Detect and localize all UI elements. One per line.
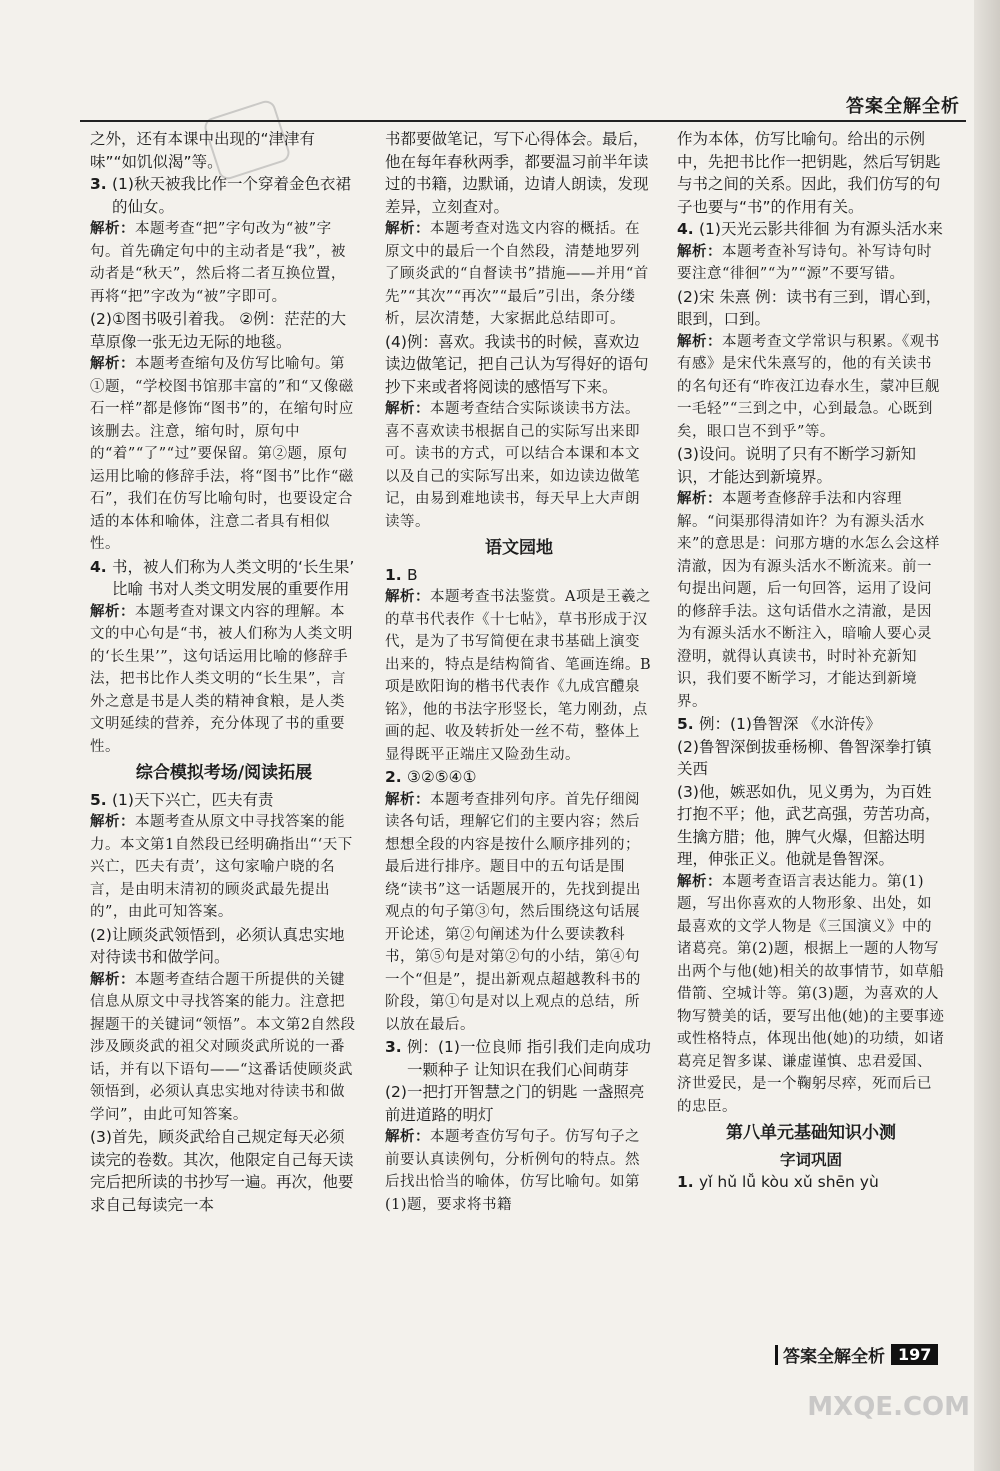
column-right: [677, 128, 945, 1194]
analysis-label: 解析：: [90, 971, 135, 988]
footer-label: 答案全解全析: [783, 1347, 885, 1367]
answer-paragraph: 书都要做笔记，写下心得体会。最后，他在每年春秋两季，都要温习前半年读过的书籍，边默诵，边请人朗读，发现差异，立刻查对。: [385, 130, 649, 216]
question-item: [385, 1036, 653, 1081]
analysis-label: 解析：: [90, 814, 135, 830]
analysis-text: 本题考查仿写句子。仿写句子之前要认真读例句，分析例句的特点。然后找出恰当的喻体，仿写比喻句。如第(1)题，要求将书籍: [385, 1129, 640, 1213]
question-item: [90, 173, 358, 218]
column-left: [90, 128, 358, 1216]
section-heading: 语文园地: [485, 538, 553, 558]
question-number: 4.: [90, 557, 107, 576]
question-answer: B: [407, 565, 418, 584]
question-answer: 书，被人们称为人类文明的‘长生果’ 比喻 书对人类文明发展的重要作用: [112, 557, 355, 598]
answer-paragraph: 之外，还有本课中出现的“津津有味”“如饥似渴”等。: [90, 130, 316, 171]
question-item: [677, 713, 945, 736]
question-item: [90, 789, 358, 812]
question-number: 5.: [90, 790, 107, 809]
analysis-text: 本题考查补写诗句。补写诗句时要注意“徘徊”“为”“源”不要写错。: [677, 243, 932, 282]
analysis-label: 解析：: [385, 791, 430, 808]
answer-paragraph: (3)首先，顾炎武给自己规定每天必须读完的卷数。其次，他限定自己每天读完后把所读的书抄写一遍。再次，他要求自己每读完一本: [90, 1128, 354, 1214]
analysis-paragraph: [385, 789, 653, 1037]
page-header: 答案全解全析: [846, 96, 960, 117]
analysis-text: 本题考查“把”字句改为“被”字句。首先确定句中的主动者是“我”，被动者是“秋天”，然后将二者互换位置，再将“把”字改为“被”字即可。: [90, 221, 346, 305]
section-heading: 综合模拟考场/阅读拓展: [135, 763, 313, 783]
section-heading: 第八单元基础知识小测: [726, 1123, 896, 1143]
analysis-label: 解析：: [677, 491, 722, 507]
analysis-paragraph: [677, 871, 945, 1119]
question-item: [90, 556, 358, 601]
question-item: [385, 766, 653, 789]
question-answer: ③②⑤④①: [407, 768, 477, 786]
analysis-text: 本题考查对课文内容的理解。本文的中心句是“书，被人们称为人类文明的‘长生果’”，这句话运用比喻的修辞手法，把书比作人类文明的“长生果”，言外之意是书是人类的精神食粮，是人类文明延续的营养，充分体现了书的重要性。: [90, 603, 353, 755]
question-number: 3.: [385, 1038, 402, 1056]
analysis-text: 本题考查缩句及仿写比喻句。第①题，“学校图书馆那丰富的”和“又像磁石一样”都是修饰“图书”的，在缩句时应该删去。注意，缩句时，原句中的“着”“了”“过”要保留。第②题，原句运用比喻的修辞手法，将“图书”比作“磁石”，我们在仿写比喻句时，也要设定合适的本体和喻体，注意二者具有相似性。: [90, 356, 354, 552]
question-answer: 例：(1)一位良师 指引我们走向成功 一颗种子 让知识在我们心间萌芽: [407, 1038, 651, 1079]
analysis-paragraph: [385, 586, 653, 766]
answer-paragraph: 作为本体，仿写比喻句。给出的示例中，先把书比作一把钥匙，然后写钥匙与书之间的关系。因此，我们仿写的句子也要与“书”的作用有关。: [677, 130, 941, 216]
answer-paragraph: (3)他，嫉恶如仇，见义勇为，为百姓打抱不平；他，武艺高强，劳苦功高，生擒方腊；他，脾气火爆，但豁达明理，伸张正义。他就是鲁智深。: [677, 782, 941, 868]
analysis-paragraph: [677, 241, 945, 286]
question-answer: 例：(1)鲁智深 《水浒传》: [699, 715, 881, 733]
analysis-label: 解析：: [90, 356, 135, 372]
answer-paragraph: (2)宋 朱熹 例：读书有三到，谓心到，眼到，口到。: [677, 287, 942, 328]
answer-paragraph: (4)例：喜欢。我读书的时候，喜欢边读边做笔记，把自己认为写得好的语句抄下来或者将阅读的感悟写下来。: [385, 332, 649, 396]
analysis-paragraph: [385, 1126, 653, 1216]
analysis-paragraph: [90, 811, 358, 924]
question-number: 2.: [385, 768, 402, 786]
analysis-text: 本题考查书法鉴赏。A项是王羲之的草书代表作《十七帖》，草书形成于汉代，是为了书写简便在隶书基础上演变出来的，特点是结构简省、笔画连绵。B项是欧阳询的楷书代表作《九成宫醴泉铭》，他的书法字形竖长，笔力刚劲，点画的起、收及转折处一丝不苟，整体上显得既平正端庄又险劲生动。: [385, 589, 652, 763]
analysis-text: 本题考查从原文中寻找答案的能力。本文第1自然段已经明确指出“‘天下兴亡，匹夫有责’，这句家喻户晓的名言，是由明末清初的顾炎武最先提出的”，由此可知答案。: [90, 814, 353, 920]
subsection-heading: 字词巩固: [779, 1150, 842, 1169]
question-number: 5.: [677, 715, 694, 733]
watermark: MXQE.COM: [807, 1392, 970, 1422]
answer-paragraph: (3)设问。说明了只有不断学习新知识，才能达到新境界。: [677, 445, 916, 486]
analysis-paragraph: [90, 218, 358, 308]
question-item: [677, 1171, 945, 1194]
header-rule: [80, 120, 966, 122]
analysis-paragraph: [90, 969, 358, 1127]
analysis-paragraph: [677, 331, 945, 444]
answer-paragraph: (2)①图书吸引着我。 ②例：茫茫的大草原像一张无边无际的地毯。: [90, 310, 347, 351]
analysis-text: 本题考查结合题干所提供的关键信息从原文中寻找答案的能力。注意把握题干的关键词“领悟”。本文第2自然段涉及顾炎武的祖父对顾炎武所说的一番话，并有以下语句——“这番话使顾炎武领悟到，必须认真忠实地对待读书和做学问”，由此可知答案。: [90, 971, 356, 1123]
analysis-label: 解析：: [90, 221, 135, 237]
question-answer: (1)天光云影共徘徊 为有源头活水来: [699, 220, 943, 238]
question-answer: yǐ hǔ lǚ kòu xǔ shēn yù: [699, 1173, 879, 1191]
analysis-paragraph: [677, 488, 945, 713]
analysis-label: 解析：: [385, 589, 430, 605]
analysis-label: 解析：: [90, 603, 135, 620]
page-edge: [974, 0, 1000, 1471]
question-number: 1.: [385, 565, 402, 584]
analysis-label: 解析：: [385, 1129, 430, 1145]
analysis-label: 解析：: [677, 243, 722, 260]
question-number: 3.: [90, 175, 107, 193]
analysis-label: 解析：: [385, 221, 430, 237]
question-answer: (1)天下兴亡，匹夫有责: [112, 790, 274, 809]
analysis-text: 本题考查对选文内容的概括。在原文中的最后一个自然段，清楚地罗列了顾炎武的“自督读书”措施——并用“首先”“其次”“再次”“最后”引出，条分缕析，层次清楚，大家据此总结即可。: [385, 221, 649, 327]
question-answer: (1)秋天被我比作一个穿着金色衣裙的仙女。: [112, 175, 351, 216]
answer-paragraph: (2)让顾炎武领悟到，必须认真忠实地对待读书和做学问。: [90, 925, 345, 966]
analysis-text: 本题考查文学常识与积累。《观书有感》是宋代朱熹写的，他的有关读书的名句还有“昨夜江边春水生，蒙冲巨舰一毛轻”“三到之中，心到最急。心既到矣，眼口岂不到乎”等。: [677, 333, 940, 440]
analysis-paragraph: [90, 353, 358, 556]
page-number: 197: [891, 1344, 938, 1365]
analysis-paragraph: [90, 601, 358, 759]
question-number: 4.: [677, 220, 694, 238]
analysis-text: 本题考查修辞手法和内容理解。“问渠那得清如许？为有源头活水来”的意思是：问那方塘的水怎么会这样清澈，因为有源头活水不断流来。前一句提出问题，后一句回答，运用了设问的修辞手法。这句话借水之清澈，是因为有源头活水不断注入，暗喻人要心灵澄明，就得认真读书，时时补充新知识，我们要不断学习，才能达到新境界。: [677, 491, 940, 710]
analysis-paragraph: [385, 398, 653, 533]
question-number: 1.: [677, 1173, 694, 1191]
analysis-text: 本题考查语言表达能力。第(1)题，写出你喜欢的人物形象、出处，如最喜欢的文学人物是《三国演义》中的诸葛亮。第(2)题，根据上一题的人物写出两个与他(她)相关的故事情节，如草船借箭、空城计等。第(3)题，为喜欢的人物写赞美的话，要写出他(她)的主要事迹或性格特点，体现出他(她)的功绩，如诸葛亮足智多谋、谦虚谨慎、忠君爱国、济世爱民，是一个鞠躬尽瘁，死而后已的忠臣。: [677, 873, 945, 1115]
analysis-paragraph: [385, 218, 653, 331]
question-item: [385, 564, 653, 587]
analysis-text: 本题考查排列句序。首先仔细阅读各句话，理解它们的主要内容；然后想想全段的内容是按什么顺序排列的；最后进行排序。题目中的五句话是围绕“读书”这一话题展开的，先找到提出观点的句子第③句，然后围绕这句话展开论述，第②句阐述为什么要读教科书，第⑤句是对第②句的小结，第④句一个“但是”，提出新观点超越教科书的阶段，第①句是对以上观点的总结，所以放在最后。: [385, 791, 641, 1033]
column-middle: [385, 128, 653, 1216]
answer-paragraph: (2)鲁智深倒拔垂杨柳、鲁智深拳打镇关西: [677, 737, 932, 778]
analysis-label: 解析：: [677, 333, 722, 350]
question-item: [677, 218, 945, 241]
page-footer: [775, 1342, 938, 1367]
analysis-label: 解析：: [385, 401, 430, 417]
analysis-text: 本题考查结合实际谈读书方法。喜不喜欢读书根据自己的实际写出来即可。读书的方式，可以结合本课和本文以及自己的实际写出来，如边读边做笔记，由易到难地读书，每天早上大声朗读等。: [385, 401, 640, 530]
footer-bar: [775, 1345, 778, 1365]
analysis-label: 解析：: [677, 873, 722, 890]
answer-paragraph: (2)一把打开智慧之门的钥匙 一盏照亮前进道路的明灯: [385, 1083, 645, 1124]
